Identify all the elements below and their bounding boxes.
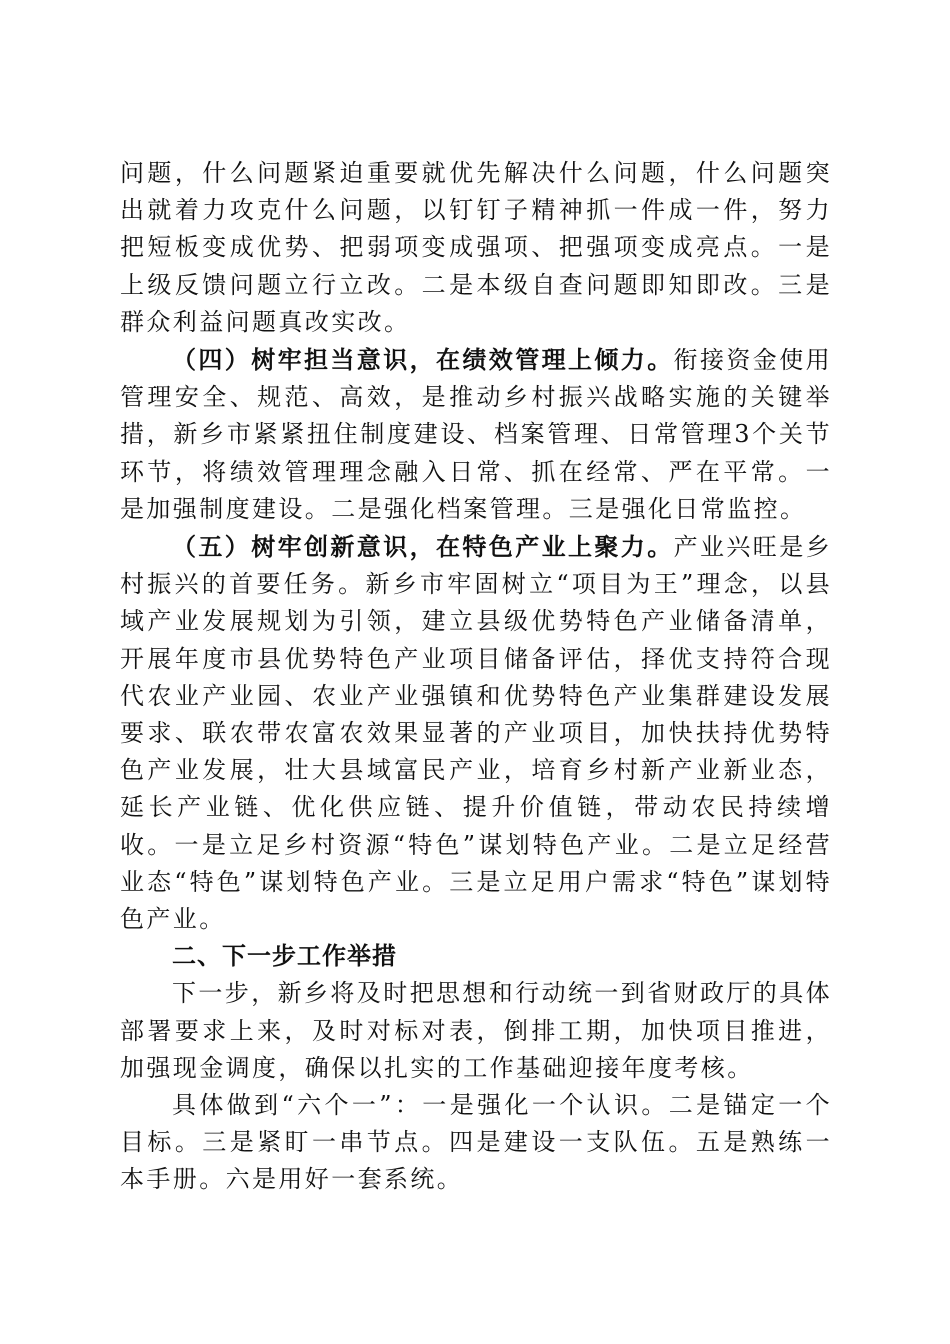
subheading-characteristic-industry: （五）树牢创新意识，在特色产业上聚力。: [172, 532, 674, 562]
section-heading-next-steps: 二、下一步工作举措: [172, 942, 397, 971]
paragraph-characteristic-industry: [120, 528, 832, 938]
document-body: [120, 155, 832, 1199]
paragraph-six-ones: 具体做到“六个一”：一是强化一个认识。二是锚定一个目标。三是紧盯一串节点。四是建设一支队伍。五是熟练一本手册。六是用好一套系统。: [120, 1091, 832, 1194]
paragraph-characteristic-industry-body: 产业兴旺是乡村振兴的首要任务。新乡市牢固树立“项目为王”理念，以县域产业发展规划为引领，建立县级优势特色产业储备清单，开展年度市县优势特色产业项目储备评估，择优支持符合现代农业产业园、农业产业强镇和优势特色产业集群建设发展要求、联农带农富农效果显著的产业项目，加快扶持优势特色产业发展，壮大县域富民产业，培育乡村新产业新业态，延长产业链、优化供应链、提升价值链，带动农民持续增收。一是立足乡村资源“特色”谋划特色产业。二是立足经营业态“特色”谋划特色产业。三是立足用户需求“特色”谋划特色产业。: [120, 533, 833, 934]
paragraph-performance-management-body: 衔接资金使用管理安全、规范、高效，是推动乡村振兴战略实施的关键举措，新乡市紧紧扭住制度建设、档案管理、日常管理3个关节环节，将绩效管理理念融入日常、抓在经常、严在平常。一是加强制度建设。二是强化档案管理。三是强化日常监控。: [120, 346, 833, 523]
paragraph-next-steps: 下一步，新乡将及时把思想和行动统一到省财政厅的具体部署要求上来，及时对标对表，倒排工期，加快项目推进，加强现金调度，确保以扎实的工作基础迎接年度考核。: [120, 979, 832, 1082]
subheading-performance-management: （四）树牢担当意识，在绩效管理上倾力。: [172, 345, 674, 375]
paragraph-problem-rectification: 问题，什么问题紧迫重要就优先解决什么问题，什么问题突出就着力攻克什么问题，以钉钉子精神抓一件成一件，努力把短板变成优势、把弱项变成强项、把强项变成亮点。一是上级反馈问题立行立改。二是本级自查问题即知即改。三是群众利益问题真改实改。: [120, 159, 832, 336]
paragraph-performance-management: [120, 341, 832, 528]
